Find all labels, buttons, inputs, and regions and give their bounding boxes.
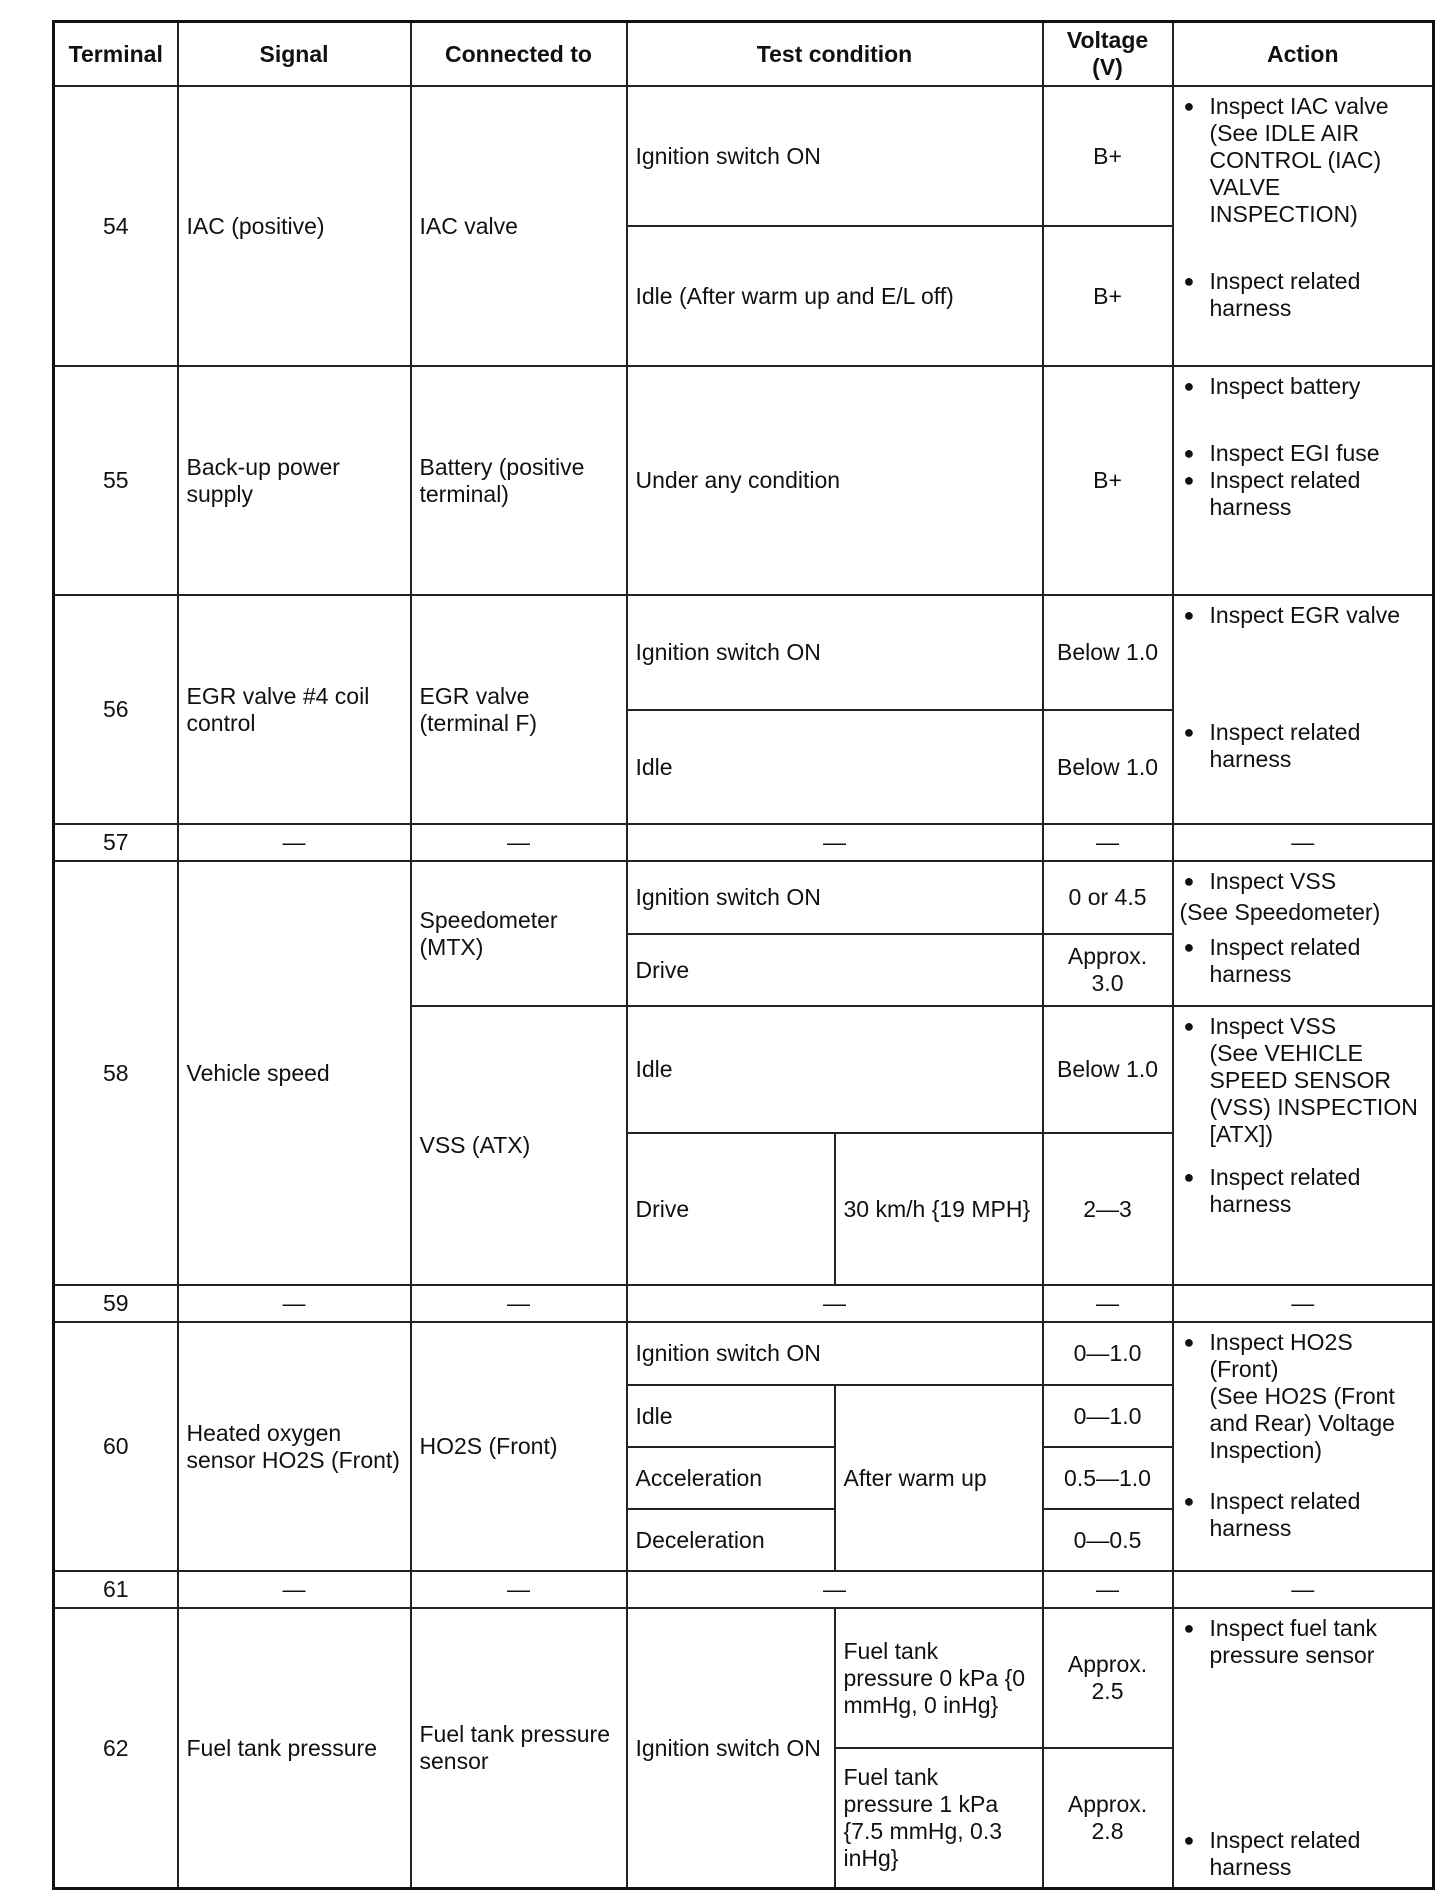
test-condition-cell: Idle	[627, 710, 1043, 824]
table-row	[54, 1608, 1434, 1748]
empty-dash: —	[627, 1571, 1043, 1608]
connected-cell: EGR valve (terminal F)	[411, 595, 627, 824]
empty-dash: —	[627, 1285, 1043, 1322]
action-cell	[1173, 1322, 1434, 1571]
action-item: ● Inspect HO2S (Front)	[1180, 1329, 1427, 1383]
connected-cell: HO2S (Front)	[411, 1322, 627, 1571]
action-cell	[1173, 366, 1434, 595]
connected-cell: IAC valve	[411, 86, 627, 366]
empty-dash: —	[411, 1285, 627, 1322]
action-cell	[1173, 595, 1434, 824]
terminal-number: 54	[54, 86, 178, 366]
test-condition-cell: Ignition switch ON	[627, 1608, 835, 1889]
connected-cell: Battery (positive terminal)	[411, 366, 627, 595]
voltage-cell: B+	[1043, 226, 1173, 366]
header-test-condition: Test condition	[627, 22, 1043, 87]
test-condition-detail: Fuel tank pressure 1 kPa {7.5 mmHg, 0.3 inHg}	[835, 1748, 1043, 1888]
signal-cell: Vehicle speed	[178, 861, 411, 1285]
action-item: ● Inspect related harness	[1180, 1488, 1427, 1542]
terminal-number: 55	[54, 366, 178, 595]
test-condition-detail: 30 km/h {19 MPH}	[835, 1133, 1043, 1285]
empty-dash: —	[411, 1571, 627, 1608]
voltage-cell: 0.5—1.0	[1043, 1447, 1173, 1509]
empty-dash: —	[411, 824, 627, 861]
header-voltage: Voltage (V)	[1043, 22, 1173, 87]
test-condition-detail: After warm up	[835, 1385, 1043, 1571]
signal-cell: Back-up power supply	[178, 366, 411, 595]
action-item: ● Inspect related harness	[1180, 268, 1427, 322]
test-condition-cell: Ignition switch ON	[627, 861, 1043, 934]
test-condition-cell: Drive	[627, 1133, 835, 1285]
table-row	[54, 861, 1434, 934]
test-condition-cell: Idle	[627, 1006, 1043, 1133]
action-note: (See IDLE AIR CONTROL (IAC) VALVE INSPECTION)	[1209, 120, 1382, 227]
terminal-number: 56	[54, 595, 178, 824]
action-item: ● Inspect related harness	[1180, 719, 1427, 773]
terminal-number: 59	[54, 1285, 178, 1322]
voltage-cell: 0—1.0	[1043, 1385, 1173, 1447]
action-item: ● Inspect related harness	[1180, 1827, 1427, 1881]
empty-dash: —	[1173, 824, 1434, 861]
action-cell	[1173, 1608, 1434, 1889]
test-condition-cell: Idle (After warm up and E/L off)	[627, 226, 1043, 366]
action-item: ● Inspect VSS	[1180, 1013, 1427, 1040]
empty-dash: —	[1043, 1285, 1173, 1322]
voltage-cell: Below 1.0	[1043, 710, 1173, 824]
table-row	[54, 1571, 1434, 1608]
test-condition-cell: Under any condition	[627, 366, 1043, 595]
header-action: Action	[1173, 22, 1434, 87]
action-item: ● Inspect related harness	[1180, 467, 1427, 521]
header-connected-to: Connected to	[411, 22, 627, 87]
action-item: ● Inspect EGR valve	[1180, 602, 1427, 629]
empty-dash: —	[1043, 1571, 1173, 1608]
terminal-number: 58	[54, 861, 178, 1285]
connected-cell: Speedometer (MTX)	[411, 861, 627, 1006]
action-note: (See HO2S (Front and Rear) Voltage Inspection)	[1209, 1383, 1395, 1463]
empty-dash: —	[1173, 1571, 1434, 1608]
header-row	[54, 22, 1434, 87]
empty-dash: —	[1173, 1285, 1434, 1322]
action-cell	[1173, 1006, 1434, 1285]
signal-cell: EGR valve #4 coil control	[178, 595, 411, 824]
signal-cell: Heated oxygen sensor HO2S (Front)	[178, 1322, 411, 1571]
terminal-number: 62	[54, 1608, 178, 1889]
empty-dash: —	[178, 1285, 411, 1322]
header-signal: Signal	[178, 22, 411, 87]
test-condition-cell: Deceleration	[627, 1509, 835, 1571]
empty-dash: —	[627, 824, 1043, 861]
voltage-cell: Below 1.0	[1043, 1006, 1173, 1133]
table-row	[54, 86, 1434, 226]
empty-dash: —	[178, 1571, 411, 1608]
header-terminal: Terminal	[54, 22, 178, 87]
test-condition-cell: Ignition switch ON	[627, 86, 1043, 226]
empty-dash: —	[1043, 824, 1173, 861]
voltage-cell: 2—3	[1043, 1133, 1173, 1285]
voltage-cell: Approx. 3.0	[1043, 934, 1173, 1006]
action-cell	[1173, 861, 1434, 1006]
test-condition-cell: Idle	[627, 1385, 835, 1447]
action-item: ● Inspect IAC valve	[1180, 93, 1427, 120]
test-condition-detail: Fuel tank pressure 0 kPa {0 mmHg, 0 inHg}	[835, 1608, 1043, 1748]
test-condition-cell: Ignition switch ON	[627, 1322, 1043, 1385]
connected-cell: Fuel tank pressure sensor	[411, 1608, 627, 1889]
table-row	[54, 366, 1434, 595]
voltage-cell: 0 or 4.5	[1043, 861, 1173, 934]
voltage-cell: 0—0.5	[1043, 1509, 1173, 1571]
terminal-number: 57	[54, 824, 178, 861]
action-item: ● Inspect fuel tank pressure sensor	[1180, 1615, 1427, 1669]
action-item: ● Inspect EGI fuse	[1180, 440, 1427, 467]
action-note: (See VEHICLE SPEED SENSOR (VSS) INSPECTION [ATX])	[1209, 1040, 1418, 1147]
table-row	[54, 1285, 1434, 1322]
action-cell	[1173, 86, 1434, 366]
terminal-number: 60	[54, 1322, 178, 1571]
terminal-voltage-table	[52, 20, 1435, 1890]
action-item: ● Inspect VSS	[1180, 868, 1427, 895]
signal-cell: IAC (positive)	[178, 86, 411, 366]
voltage-cell: B+	[1043, 366, 1173, 595]
voltage-cell: B+	[1043, 86, 1173, 226]
terminal-number: 61	[54, 1571, 178, 1608]
action-item: ● Inspect battery	[1180, 373, 1427, 400]
action-item: ● Inspect related harness	[1180, 1164, 1427, 1218]
action-note: (See Speedometer)	[1179, 899, 1381, 925]
table-row	[54, 824, 1434, 861]
voltage-cell: Approx. 2.8	[1043, 1748, 1173, 1888]
test-condition-cell: Drive	[627, 934, 1043, 1006]
action-item: ● Inspect related harness	[1180, 934, 1427, 988]
test-condition-cell: Acceleration	[627, 1447, 835, 1509]
table-row	[54, 1322, 1434, 1385]
voltage-cell: Approx. 2.5	[1043, 1608, 1173, 1748]
voltage-cell: Below 1.0	[1043, 595, 1173, 710]
connected-cell: VSS (ATX)	[411, 1006, 627, 1285]
signal-cell: Fuel tank pressure	[178, 1608, 411, 1889]
empty-dash: —	[178, 824, 411, 861]
table-row	[54, 595, 1434, 710]
voltage-cell: 0—1.0	[1043, 1322, 1173, 1385]
test-condition-cell: Ignition switch ON	[627, 595, 1043, 710]
